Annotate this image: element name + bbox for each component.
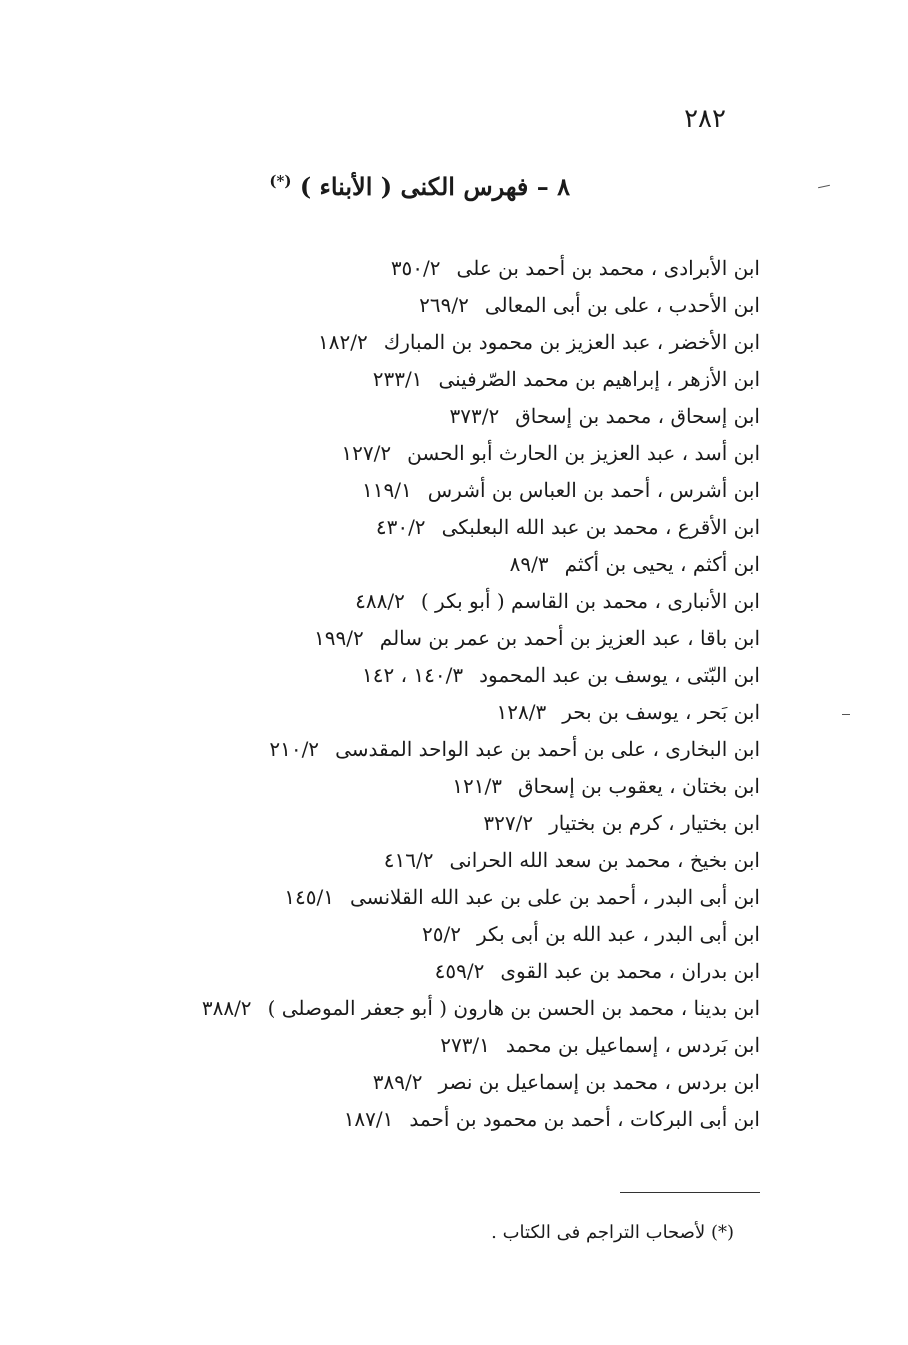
index-entry — [150, 731, 760, 768]
entry-reference: ٤٥٩/٢ — [434, 959, 485, 983]
entry-name: ابن بدران ، محمد بن عبد القوى — [500, 959, 760, 983]
entry-name: ابن الأخضر ، عبد العزيز بن محمود بن المبارك — [383, 330, 760, 354]
entry-reference: ١٤٠/٣ ، ١٤٢ — [361, 663, 464, 687]
index-entry — [150, 620, 760, 657]
entry-reference: ٣٥٠/٢ — [390, 256, 441, 280]
index-entry — [150, 509, 760, 546]
entry-name: ابن بختان ، يعقوب بن إسحاق — [517, 774, 760, 798]
index-entry — [150, 694, 760, 731]
index-entry — [150, 805, 760, 842]
entry-name: ابن بخيخ ، محمد بن سعد الله الحرانى — [449, 848, 760, 872]
entry-reference: ١٢١/٣ — [452, 774, 502, 798]
entry-name: ابن أبى البركات ، أحمد بن محمود بن أحمد — [409, 1107, 760, 1131]
entry-name: ابن البخارى ، على بن أحمد بن عبد الواحد المقدسى — [335, 737, 760, 761]
section-title: فهرس الكنى ( الأبناء ) — [299, 172, 529, 201]
entry-reference: ٤٨٨/٢ — [355, 589, 405, 613]
entry-reference: ٣٨٩/٢ — [372, 1070, 423, 1094]
index-entry — [150, 583, 760, 620]
footnote-marker: (*) — [269, 172, 292, 190]
entry-reference: ٢٥/٢ — [422, 922, 461, 946]
entry-reference: ١٢٧/٢ — [341, 441, 392, 465]
entry-reference: ١٩٩/٢ — [314, 626, 364, 650]
entry-reference: ٢٧٣/١ — [440, 1033, 490, 1057]
index-entry — [150, 1027, 760, 1064]
entry-name: ابن الأنبارى ، محمد بن القاسم ( أبو بكر ) — [420, 589, 760, 613]
section-dash: – — [536, 172, 549, 201]
entry-reference: ٣٧٣/٢ — [449, 404, 500, 428]
entry-reference: ٤١٦/٢ — [383, 848, 434, 872]
entry-name: ابن الأبرادى ، محمد بن أحمد بن على — [456, 256, 760, 280]
entry-name: ابن البّتى ، يوسف بن عبد المحمود — [479, 663, 760, 687]
entry-name: ابن بختيار ، كرم بن بختيار — [549, 811, 760, 835]
index-entry — [150, 546, 760, 583]
entry-reference: ١٨٢/٢ — [318, 330, 368, 354]
entry-name: ابن بَردس ، إسماعيل بن محمد — [505, 1033, 760, 1057]
index-entry — [150, 472, 760, 509]
index-entry — [150, 398, 760, 435]
entry-reference: ١٢٨/٣ — [496, 700, 547, 724]
index-entry — [150, 324, 760, 361]
entry-name: ابن أسد ، عبد العزيز بن الحارث أبو الحسن — [407, 441, 760, 465]
entry-name: ابن الأحدب ، على بن أبى المعالى — [484, 293, 760, 317]
index-entry — [150, 953, 760, 990]
entry-name: ابن أشرس ، أحمد بن العباس بن أشرس — [427, 478, 760, 502]
scan-speck — [818, 185, 830, 188]
index-entry — [150, 842, 760, 879]
entry-name: ابن أكثم ، يحيى بن أكثم — [564, 552, 760, 576]
entry-name: ابن الأقرع ، محمد بن عبد الله البعلبكى — [441, 515, 760, 539]
entry-reference: ١٨٧/١ — [343, 1107, 394, 1131]
page-number: ٢٨٢ — [684, 104, 726, 134]
entry-reference: ١١٩/١ — [362, 478, 412, 502]
index-entry — [150, 768, 760, 805]
footnote-divider — [620, 1192, 760, 1193]
entry-name: ابن بَحر ، يوسف بن بحر — [562, 700, 760, 724]
entry-name: ابن أبى البدر ، عبد الله بن أبى بكر — [477, 922, 760, 946]
index-entry — [150, 990, 760, 1027]
entry-reference: ٢٦٩/٢ — [419, 293, 469, 317]
index-entry — [150, 361, 760, 398]
index-entry — [150, 1101, 760, 1138]
index-entry — [150, 879, 760, 916]
entry-reference: ٢١٠/٢ — [269, 737, 320, 761]
section-number: ٨ — [557, 172, 570, 201]
entry-name: ابن بردس ، محمد بن إسماعيل بن نصر — [438, 1070, 760, 1094]
entry-name: ابن بدينا ، محمد بن الحسن بن هارون ( أبو جعفر الموصلى ) — [267, 996, 760, 1020]
index-entry — [150, 657, 760, 694]
index-entries-list — [150, 250, 760, 1138]
scan-speck — [842, 714, 850, 715]
entry-name: ابن باقا ، عبد العزيز بن أحمد بن عمر بن سالم — [379, 626, 760, 650]
entry-name: ابن أبى البدر ، أحمد بن على بن عبد الله القلانسى — [349, 885, 760, 909]
entry-reference: ٨٩/٣ — [509, 552, 549, 576]
entry-reference: ٤٣٠/٢ — [375, 515, 426, 539]
index-entry — [150, 1064, 760, 1101]
entry-reference: ١٤٥/١ — [284, 885, 334, 909]
entry-name: ابن إسحاق ، محمد بن إسحاق — [515, 404, 760, 428]
entry-reference: ٣٨٨/٢ — [201, 996, 252, 1020]
entry-name: ابن الأزهر ، إبراهيم بن محمد الصّرفينى — [438, 367, 760, 391]
footnote: (*) لأصحاب التراجم فى الكتاب . — [491, 1222, 734, 1243]
index-entry — [150, 916, 760, 953]
section-heading — [269, 172, 570, 201]
entry-reference: ٣٢٧/٢ — [483, 811, 534, 835]
entry-reference: ٢٣٣/١ — [372, 367, 423, 391]
index-entry — [150, 287, 760, 324]
index-entry — [150, 250, 760, 287]
index-entry — [150, 435, 760, 472]
